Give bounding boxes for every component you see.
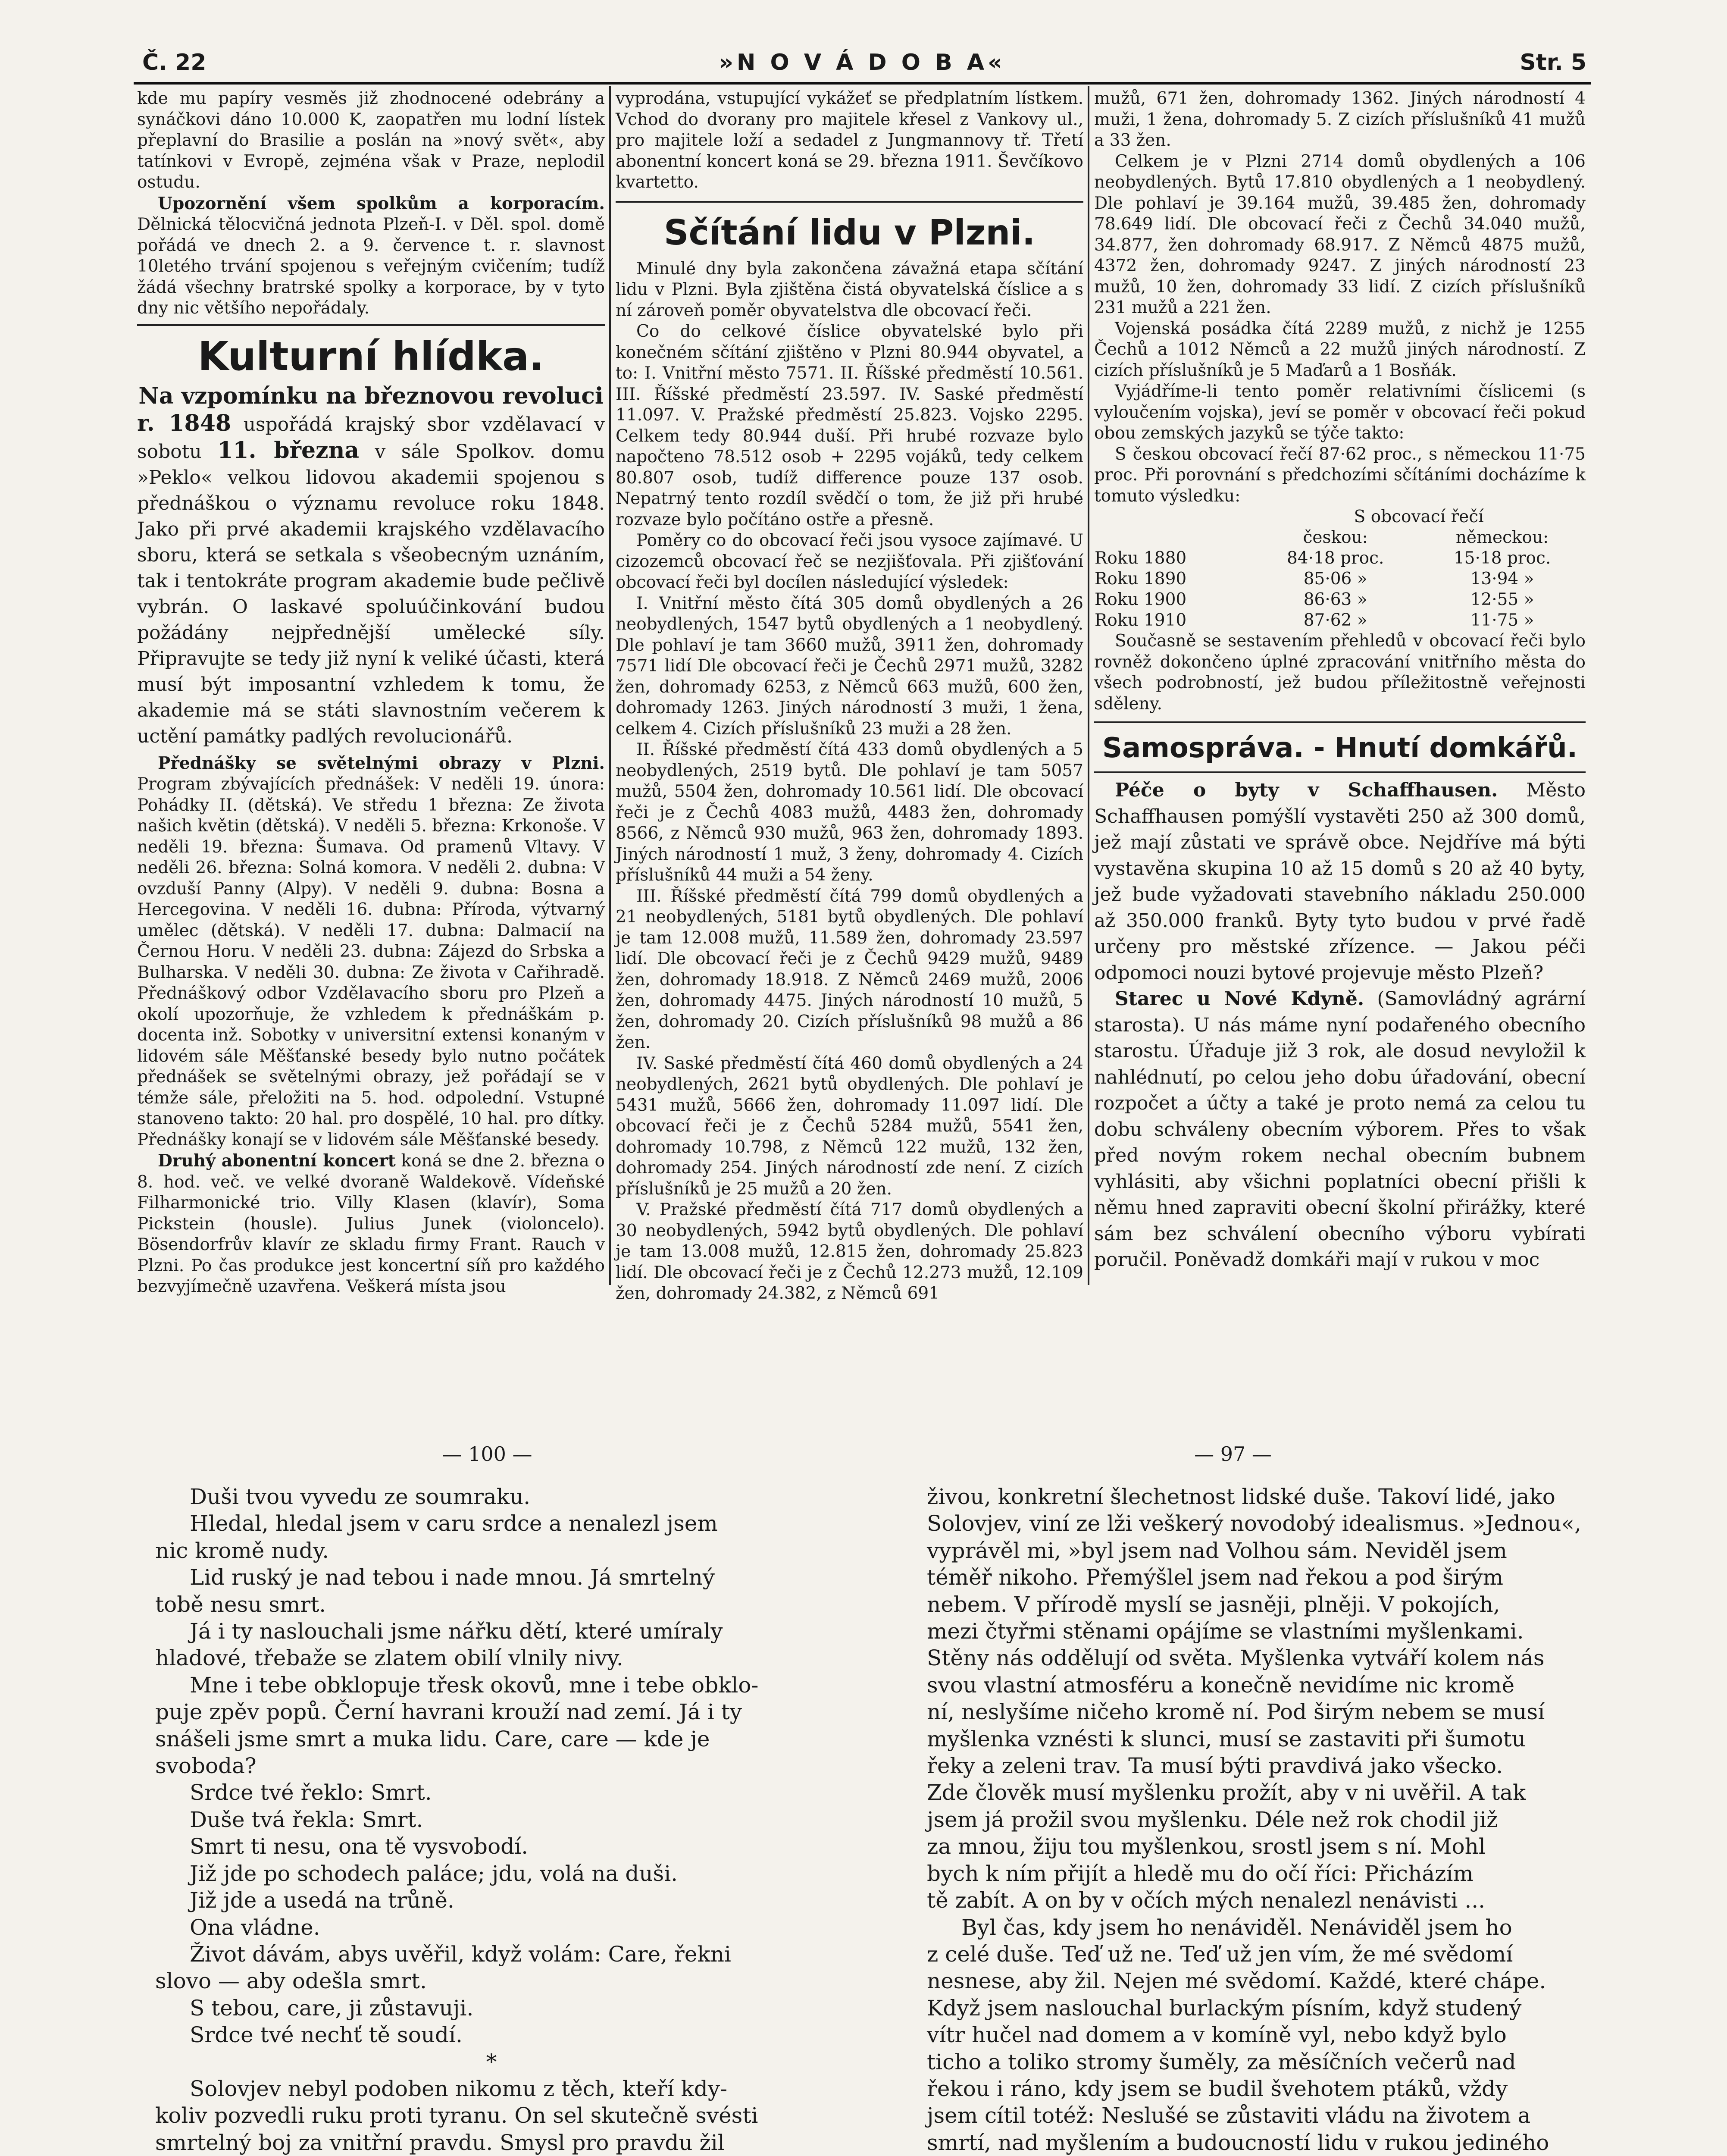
page-number: Str. 5 <box>1520 50 1586 75</box>
article-paragraph: IV. Saské předměstí čítá 460 domů obydlených a 24 neobydlených, 2621 bytů obydlených. Dle pohlaví je 5431 mužů, 5666 žen, dohromady 11.097 lidí. Dle obcovací řeči je z Čechů 5284 mužů, 5541 žen, dohromady 10.798, z Němců 122 mužů, 132 žen, dohromady 254. Jiných národností zde není. Z cizích příslušníků je 25 mužů a 20 žen. <box>616 1053 1083 1199</box>
table-title: S obcovací řečí <box>1354 507 1484 526</box>
table-cell: Roku 1890 <box>1095 569 1187 589</box>
text-line: smrtelný boj za vnitřní pravdu. Smysl pro pravdu žil <box>155 2130 725 2155</box>
article-text: (Samovládný agrární starosta). U nás máme nyní podařeného obecního starostu. Úřaduje již 3 rok, ale dosud nevyložil k nahlédnutí, po celou jeho dobu úřadování, obecní rozpočet a účty a také je proto nemá za celou tu dobu schváleny obecním výborem. Přes to však před novým rokem nechal obecním bubnem vyhlásiti, aby všichni poplatníci obecní přišli k němu hned zapraviti obecní školní přirážky, které sám bez schválení obecního výboru vybírati poručil. Poněvadž domkáři mají v rukou v moc <box>1094 988 1586 1271</box>
article-text: uspořádá krajský sbor vzdělavací v sobotu <box>137 413 605 463</box>
article-headline: Druhý abonentní koncert <box>158 1151 396 1171</box>
section-rule <box>1094 771 1586 773</box>
article-text: Město Schaffhausen pomýšlí vystavěti 250 až 300 domů, jež mají zůstati ve správě obce. Nejdříve má býti vystavěna skupina 10 až 15 domů s 20 až 40 byty, jež bude vyžadovati stavebního nákladu 250.000 až 350.000 franků. Byty tyto budou v prvé řadě určeny pro městské zřízence. — Jakou péči odpomoci nouzi bytové projevuje město Plzeň? <box>1094 779 1586 984</box>
article-paragraph: vyprodána, vstupující vykážeť se předplatním lístkem. Vchod do dvorany pro majitele křesel z Vankovy ul., pro majitele loží a sedadel z Jungmannovy tř. Třetí abonentní koncert koná se 29. března 1911. Ševčíkovo kvartetto. <box>616 89 1083 192</box>
text-line: jsem cítil totéž: Neslušé se zůstaviti vládu na životem a <box>927 2103 1531 2128</box>
text-line: jsem já prožil svou myšlenku. Déle než rok chodil již <box>927 1807 1498 1832</box>
text-line: ticho a toliko stromy šuměly, za měsíčních večerů nad <box>927 2049 1516 2075</box>
table-cell: Roku 1910 <box>1095 611 1187 630</box>
article-headline: Přednášky se světelnými obrazy v Plzni. <box>158 753 605 773</box>
article-paragraph <box>137 1150 605 1297</box>
text-line: nesnese, aby žil. Nejen mé svědomí. Každé, které chápe. <box>927 1968 1546 1994</box>
article-paragraph: mužů, 671 žen, dohromady 1362. Jiných národností 4 muži, 1 žena, dohromady 5. Z cizích příslušníků 41 mužů a 33 žen. <box>1094 89 1586 150</box>
text-line: hladové, třebaže se zlatem obilí vlnily nivy. <box>155 1645 623 1671</box>
article-subheading: Na vzpomínku na březnovou revoluci <box>138 382 604 409</box>
text-line: Solovjev, viní ze lži veškerý novodobý idealismus. »Jednou«, <box>927 1511 1581 1536</box>
table-row <box>1094 589 1586 610</box>
article-paragraph: Celkem je v Plzni 2714 domů obydlených a 106 neobydlených. Bytů 17.810 obydlených a 1 neobydlený. Dle pohlaví je 39.164 mužů, 39.485 žen, dohromady 78.649 lidí. Dle obcovací řeči z Čechů 34.040 mužů, 34.877, žen dohromady 68.917. Z Němců 4875 mužů, 4372 žen, dohromady 9247. Z jiných národností 23 mužů, 10 žen, dohromady 33 lidí. Z cizích příslušníků 231 mužů a 221 žen. <box>1094 151 1586 317</box>
table-cell: 87·62 » <box>1303 611 1367 630</box>
section-heading: Kulturní hlídka. <box>197 333 544 379</box>
section-rule <box>616 201 1083 203</box>
section-rule <box>137 324 605 326</box>
column-divider <box>609 86 611 1285</box>
text-line: myšlenka vznésti k slunci, musí se zastaviti při šumotu <box>927 1726 1526 1752</box>
text-line: řekou i ráno, kdy jsem se budil švehotem ptáků, vždy <box>927 2076 1508 2101</box>
text-line: Duše tvá řekla: Smrt. <box>190 1807 423 1832</box>
text-line: Když jsem naslouchal burlackým písním, když studený <box>927 1995 1522 2021</box>
article-headline: Upozornění všem spolkům a korporacím. <box>158 193 605 213</box>
text-line: ní, neslyšíme ničeho kromě ní. Pod širým nebem se musí <box>927 1699 1545 1725</box>
article-paragraph: S českou obcovací řečí 87·62 proc., s německou 11·75 proc. Při porovnání s předchozími sčítáními docházíme k tomuto výsledku: <box>1094 444 1586 506</box>
text-line: Stěny nás oddělují od světa. Myšlenka vytváří kolem nás <box>927 1645 1545 1671</box>
text-line: Srdce tvé nechť tě soudí. <box>190 2022 463 2048</box>
text-line: bych k ním přijít a hledě mu do očí říci: Přicházím <box>927 1861 1474 1886</box>
text-line: Již jde po schodech paláce; jdu, volá na duši. <box>190 1861 678 1886</box>
article-paragraph: Vojenská posádka čítá 2289 mužů, z nichž je 1255 Čechů a 1012 Němců a 22 mužů jiných národností. Z cizích příslušníků je 5 Maďarů a 1 Bosňák. <box>1094 319 1586 380</box>
text-line: * <box>486 2049 497 2075</box>
section-rule <box>1094 721 1586 723</box>
text-line: Duši tvou vyvedu ze soumraku. <box>190 1484 531 1509</box>
article-paragraph: II. Říšské předměstí čítá 433 domů obydlených a 5 neobydlených, 2519 bytů. Dle pohlaví je tam 5057 mužů, 5504 žen, dohromady 10.561 lidí. Dle obcovací řeči je z Čechů 4083 mužů, 4483 žen, dohromady 8566, z Němců 930 mužů, 963 žen, dohromady 1893. Jiných národností 1 muž, 3 ženy, dohromady 4. Cizích příslušníků 44 muži a 54 ženy. <box>616 740 1083 885</box>
article-paragraph: kde mu papíry vesměs již zhodnocené odebrány a synáčkovi dáno 10.000 K, zaopatřen mu lodní lístek přeplavní do Brasilie a poslán na »nový svět«, aby tatínkovi v Evropě, zejména však v Praze, neplodil ostudu. <box>137 89 605 192</box>
text-line: vyprávěl mi, »byl jsem nad Volhou sám. Neviděl jsem <box>927 1538 1507 1563</box>
text-line: smrtí, nad myšlením a budoucností lidu v rukou jediného <box>927 2130 1549 2155</box>
book-page-number: — 100 — <box>442 1442 532 1466</box>
text-line: řeky a zeleni trav. Ta musí býti pravdivá jako všecko. <box>927 1753 1503 1779</box>
text-line: Solovjev nebyl podoben nikomu z těch, kteří kdy- <box>190 2076 727 2101</box>
article-paragraph: Poměry co do obcovací řeči jsou vysoce zajímavé. U cizozemců obcovací řeč se nezjišťovala. Při zjišťování obcovací řeči byl docílen následující výsledek: <box>616 531 1083 592</box>
article-text: koná se dne 2. března o 8. hod. več. ve velké dvoraně Waldekově. Vídeňské Filharmonické trio. Villy Klasen (klavír), Soma Pickstein (housle). Julius Junek (violoncelo). Bösendorfrův klavír ze skladu firmy Frant. Rauch v Plzni. Po čas produkce jest koncertní síň pro každého bezvyjímečně uzavřena. Veškerá místa jsou <box>137 1151 605 1296</box>
book-page-left <box>155 1483 828 2156</box>
text-line: svou vlastní atmosféru a konečně nevidíme nic kromě <box>927 1672 1515 1698</box>
text-line: Smrt ti nesu, ona tě vysvobodí. <box>190 1834 529 1859</box>
article-paragraph: Minulé dny byla zakončena závažná etapa sčítání lidu v Plzni. Byla zjištěna čistá obyvatelská číslice a s ní zároveň poměr obyvatelstva dle obcovací řeči. <box>616 259 1083 320</box>
text-line: vítr hučel nad domem a v komíně vyl, nebo když bylo <box>927 2022 1507 2048</box>
table-cell: Roku 1880 <box>1095 548 1187 568</box>
article-paragraph <box>1094 777 1586 986</box>
article-paragraph: Současně se sestavením přehledů v obcovací řeči bylo rovněž dokončeno úplné zpracování vnitřního města do všech podrobností, jež budou příležitostně veřejnosti sděleny. <box>1094 631 1586 714</box>
table-cell: 15·18 proc. <box>1453 548 1551 568</box>
text-line: za mnou, žiju tou myšlenkou, srostl jsem s ní. Mohl <box>927 1834 1486 1859</box>
table-header: českou: <box>1303 528 1368 547</box>
header-rule <box>134 82 1591 85</box>
article-paragraph <box>137 193 605 319</box>
article-headline: Péče o byty v Schaffhausen. <box>1115 779 1498 801</box>
article-text: Program zbývajících přednášek: V neděli 19. února: Pohádky II. (dětská). Ve středu 1 března: Ze života našich květin (dětská). V neděli 5. března: Krkonoše. V neděli 19. března: Šumava. Od pramenů Vltavy. V neděli 26. března: Solná komora. V neděli 2. dubna: V ovzduší Panny (Alpy). V neděli 9. dubna: Bosna a Hercegovina. V neděli 16. dubna: Příroda, výtvarný umělec (dětská). V neděli 17. dubna: Dalmacií na Černou Horu. V neděli 23. dubna: Zájezd do Srbska a Bulharska. V neděli 30. dubna: Ze života v Cařihradě. Přednáškový odbor Vzdělavacího sboru pro Plzeň a okolí upozorňuje, že vzhledem k přednáškám p. docenta inž. Sobotky v universitní extensi konaným v lidovém sále Měšťanské besedy bylo nutno počátek přednášek se světelnými obrazy, jež pořádají se v témže sále, přeložiti na 5. hod. odpolední. Vstupné stanoveno takto: 20 hal. pro dospělé, 10 hal. pro dítky. Přednášky konají se v lidovém sále Měšťanské besedy. <box>137 774 605 1150</box>
article-paragraph <box>1094 986 1586 1273</box>
table-cell: Roku 1900 <box>1095 590 1187 609</box>
table-cell: 85·06 » <box>1303 569 1367 589</box>
text-line: slovo — aby odešla smrt. <box>155 1968 427 1994</box>
article-paragraph <box>137 753 605 1151</box>
section-heading: Sčítání lidu v Plzni. <box>663 212 1036 253</box>
table-row <box>1094 569 1586 589</box>
article-headline: Starec u Nové Kdyně. <box>1115 988 1364 1010</box>
table-row <box>1094 548 1586 569</box>
newspaper-name: »N O V Á D O B A« <box>719 50 1006 75</box>
column-3 <box>1094 88 1586 1285</box>
book-page-right <box>927 1483 1608 2156</box>
text-line: živou, konkretní šlechetnost lidské duše. Takoví lidé, jako <box>927 1484 1555 1509</box>
column-2 <box>616 88 1083 1303</box>
table-cell: 12·55 » <box>1470 590 1534 609</box>
article-paragraph: Vyjádříme-li tento poměr relativními číslicemi (s vyloučením vojska), jeví se poměr v obcovací řeči pokud obou zemských jazyků se týče takto: <box>1094 382 1586 443</box>
article-paragraph: III. Říšské předměstí čítá 799 domů obydlených a 21 neobydlených, 5181 bytů obydlených. Dle pohlaví je tam 12.008 mužů, 11.589 žen, dohromady 23.597 lidí. Dle obcovací řeči je z Čechů 9429 mužů, 9489 žen, dohromady 18.918. Z Němců 2469 mužů, 2006 žen, dohromady 4475. Jiných národností 10 mužů, 5 žen, dohromady 20. Cizích příslušníků 98 mužů a 86 žen. <box>616 886 1083 1052</box>
article-emphasis: 11. března <box>217 437 360 464</box>
text-line: Já i ty naslouchali jsme nářku dětí, které umíraly <box>190 1619 723 1644</box>
text-line: Zde člověk musí myšlenku prožít, aby v ni uvěřil. A tak <box>927 1780 1526 1805</box>
language-statistics-table <box>1094 507 1586 631</box>
text-line: tě zabít. A on by v očích mých nenalezl nenávisti ... <box>927 1888 1486 1913</box>
text-line: snášeli jsme smrt a muka lidu. Care, care — kde je <box>155 1726 710 1752</box>
text-line: Mne i tebe obklopuje třesk okovů, mne i tebe obklo- <box>190 1672 759 1698</box>
article-paragraph: V. Pražské předměstí čítá 717 domů obydlených a 30 neobydlených, 5942 bytů obydlených. Dle pohlaví je tam 13.008 mužů, 12.815 žen, dohromady 25.823 lidí. Dle obcovací řeči je z Čechů 12.273 mužů, 12.109 žen, dohromady 24.382, z Němců 691 <box>616 1200 1083 1303</box>
text-line: Ona vládne. <box>190 1915 320 1940</box>
table-header: německou: <box>1455 528 1549 547</box>
text-line: koliv pozvedli ruku proti tyranu. On sel skutečně svésti <box>155 2103 758 2128</box>
text-line: Již jde a usedá na trůně. <box>190 1888 454 1913</box>
column-1 <box>137 88 605 1296</box>
text-line: tobě nesu smrt. <box>155 1592 326 1617</box>
text-line: Lid ruský je nad tebou i nade mnou. Já smrtelný <box>190 1565 715 1590</box>
column-divider <box>1088 86 1089 1285</box>
text-line: téměř nikoho. Přemýšlel jsem nad řekou a pod širým <box>927 1565 1504 1590</box>
text-line: nic kromě nudy. <box>155 1538 329 1563</box>
table-cell: 11·75 » <box>1470 611 1534 630</box>
text-line: puje zpěv popů. Černí havrani krouží nad zemí. Já i ty <box>155 1699 742 1725</box>
article-text: Dělnická tělocvičná jednota Plzeň-I. v Děl. spol. domě pořádá ve dnech 2. a 9. července t. r. slavnost 10letého trvání spojenou s veřejným cvičením; tudíž žádá všechny bratrské spolky a korporace, by v tyto dny nic většího nepořádaly. <box>137 215 605 318</box>
table-cell: 86·63 » <box>1303 590 1367 609</box>
text-line: Hledal, hledal jsem v caru srdce a nenalezl jsem <box>190 1511 718 1536</box>
article-paragraph: Co do celkové číslice obyvatelské bylo při konečném sčítání zjištěno v Plzni 80.944 obyvatel, a to: I. Vnitřní město 7571. II. Říšské předměstí 10.561. III. Říšské předměstí 23.597. IV. Saské předměstí 11.097. V. Pražské předměstí 25.823. Vojsko 2295. Celkem tedy 80.944 duší. Při hrubé rozvaze bylo napočteno 78.512 osob + 2295 vojáků, tedy celkem 80.807 osob, tudíž difference pouze 137 osob. Nepatrný tento rozdíl svědčí o tom, že již při hrubé rozvaze bylo počítáno ostře a přesně. <box>616 322 1083 530</box>
table-cell: 84·18 proc. <box>1286 548 1384 568</box>
text-line: z celé duše. Teď už ne. Teď už jen vím, že mé svědomí <box>927 1941 1513 1967</box>
table-cell: 13·94 » <box>1470 569 1534 589</box>
book-page-number: — 97 — <box>1194 1442 1272 1466</box>
article-paragraph: I. Vnitřní město čítá 305 domů obydlených a 26 neobydlených, 1547 bytů obydlených a 1 neobydlený. Dle pohlaví je tam 3660 mužů, 3911 žen, dohromady 7571 lidí Dle obcovací řeči je Čechů 2971 mužů, 3282 žen, dohromady 6253, z Němců 663 mužů, 600 žen, dohromady 1263. Jiných národností 3 muži, 1 žena, celkem 4. Cizích příslušníků 23 muži a 28 žen. <box>616 593 1083 739</box>
table-row <box>1094 610 1586 631</box>
text-line: Život dávám, abys uvěřil, když volám: Care, řekni <box>190 1941 731 1967</box>
issue-number: Č. 22 <box>142 50 206 75</box>
section-heading: Samospráva. - Hnutí domkářů. <box>1102 732 1578 764</box>
text-line: svoboda? <box>155 1753 257 1779</box>
text-line: mezi čtyřmi stěnami opájíme se vlastními myšlenkami. <box>927 1619 1524 1644</box>
text-line: nebem. V přírodě myslí se jasněji, plněji. V pokojích, <box>927 1592 1500 1617</box>
article-emphasis: r. 1848 <box>137 410 232 436</box>
text-line: Srdce tvé řeklo: Smrt. <box>190 1780 432 1805</box>
text-line: Byl čas, kdy jsem ho nenáviděl. Nenáviděl jsem ho <box>961 1915 1512 1940</box>
article-text: v sále Spolkov. domu »Peklo« velkou lidovou akademii spojenou s přednáškou o významu revoluce roku 1848. Jako při prvé akademii krajského vzdělavacího sboru, která se setkala s všeobecným uznáním, tak i tentokráte program akademie bude pečlivě vybrán. O laskavé spoluúčinkování budou požádány nejpřednější umělecké síly. Připravujte se tedy již nyní k veliké účasti, která musí být imposantní vzhledem k tomu, že akademie má se státi slavnostním večerem k uctění památky padlých revolucionářů. <box>137 440 605 747</box>
article-paragraph <box>137 411 605 749</box>
text-line: S tebou, care, ji zůstavuji. <box>190 1995 474 2021</box>
